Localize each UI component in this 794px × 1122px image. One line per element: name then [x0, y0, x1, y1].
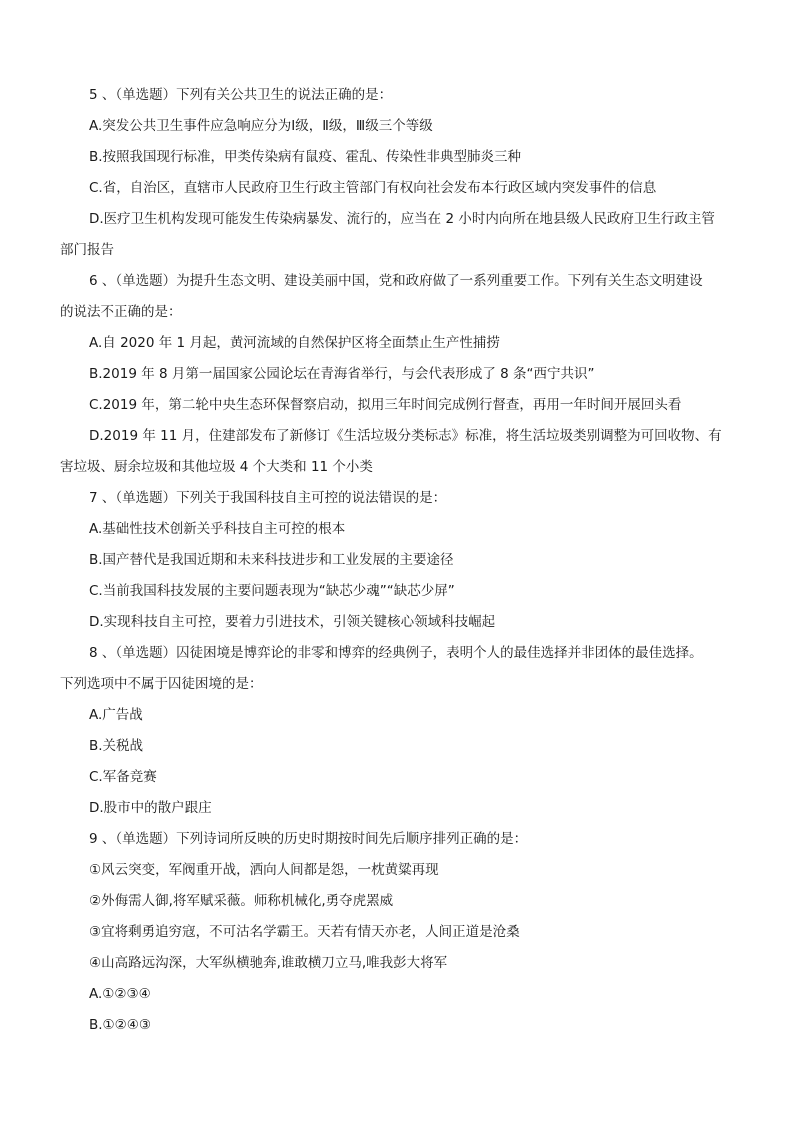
question-7-option-b: B.国产替代是我国近期和未来科技进步和工业发展的主要途径: [89, 552, 454, 568]
question-9-stem: 9 、（单选题）下列诗词所反映的历史时期按时间先后顺序排列正确的是：: [89, 831, 528, 847]
question-8-option-c: C.军备竞赛: [89, 769, 157, 785]
question-9-verse-2: ②外侮需人御,将军赋采薇。师称机械化,勇夺虎罴威: [89, 893, 394, 909]
question-9-verse-1: ①风云突变，军阀重开战，洒向人间都是怨，一枕黄粱再现: [89, 862, 439, 878]
question-6-option-a: A.自 2020 年 1 月起，黄河流域的自然保护区将全面禁止生产性捕捞: [89, 335, 500, 351]
question-9-option-b: B.①②④③: [89, 1017, 151, 1033]
question-8-stem-continued: 下列选项中不属于囚徒困境的是：: [60, 676, 263, 692]
question-5-option-d-continued: 部门报告: [60, 242, 114, 258]
question-6-stem-continued: 的说法不正确的是：: [60, 304, 182, 320]
question-9-option-a: A.①②③④: [89, 986, 151, 1002]
question-7-stem: 7 、（单选题）下列关于我国科技自主可控的说法错误的是：: [89, 490, 447, 506]
question-6-option-d: D.2019 年 11 月，住建部发布了新修订《生活垃圾分类标志》标准，将生活垃圾类别调整为可回收物、有: [89, 428, 722, 444]
question-8-option-b: B.关税战: [89, 738, 144, 754]
question-5-option-a: A.突发公共卫生事件应急响应分为Ⅰ级，Ⅱ级，Ⅲ级三个等级: [89, 118, 433, 134]
question-5-stem: 5 、（单选题）下列有关公共卫生的说法正确的是：: [89, 87, 393, 103]
question-8-option-a: A.广告战: [89, 707, 143, 723]
question-5-option-b: B.按照我国现行标准，甲类传染病有鼠疫、霍乱、传染性非典型肺炎三种: [89, 149, 522, 165]
question-6-option-c: C.2019 年，第二轮中央生态环保督察启动，拟用三年时间完成例行督查，再用一年时间开展回头看: [89, 397, 682, 413]
question-5-option-c: C.省，自治区，直辖市人民政府卫生行政主管部门有权向社会发布本行政区域内突发事件的信息: [89, 180, 657, 196]
question-7-option-c: C.当前我国科技发展的主要问题表现为“缺芯少魂”“缺芯少屏”: [89, 583, 455, 599]
question-7-option-a: A.基础性技术创新关乎科技自主可控的根本: [89, 521, 346, 537]
question-8-option-d: D.股市中的散户跟庄: [89, 800, 212, 816]
question-9-verse-3: ③宜将剩勇追穷寇，不可沽名学霸王。天若有情天亦老，人间正道是沧桑: [89, 924, 520, 940]
question-6-stem: 6 、（单选题）为提升生态文明、建设美丽中国，党和政府做了一系列重要工作。下列有关生态文明建设: [89, 273, 703, 289]
question-7-option-d: D.实现科技自主可控，要着力引进技术，引领关键核心领域科技崛起: [89, 614, 496, 630]
question-6-option-b: B.2019 年 8 月第一届国家公园论坛在青海省举行，与会代表形成了 8 条“西宁共识”: [89, 366, 595, 382]
question-9-verse-4: ④山高路远沟深，大军纵横驰奔,谁敢横刀立马,唯我彭大将军: [89, 955, 448, 971]
question-8-stem: 8 、（单选题）囚徒困境是博弈论的非零和博弈的经典例子，表明个人的最佳选择并非团体的最佳选择。: [89, 645, 703, 661]
question-6-option-d-continued: 害垃圾、厨余垃圾和其他垃圾 4 个大类和 11 个小类: [60, 459, 373, 475]
question-5-option-d: D.医疗卫生机构发现可能发生传染病暴发、流行的，应当在 2 小时内向所在地县级人民政府卫生行政主管: [89, 211, 715, 227]
